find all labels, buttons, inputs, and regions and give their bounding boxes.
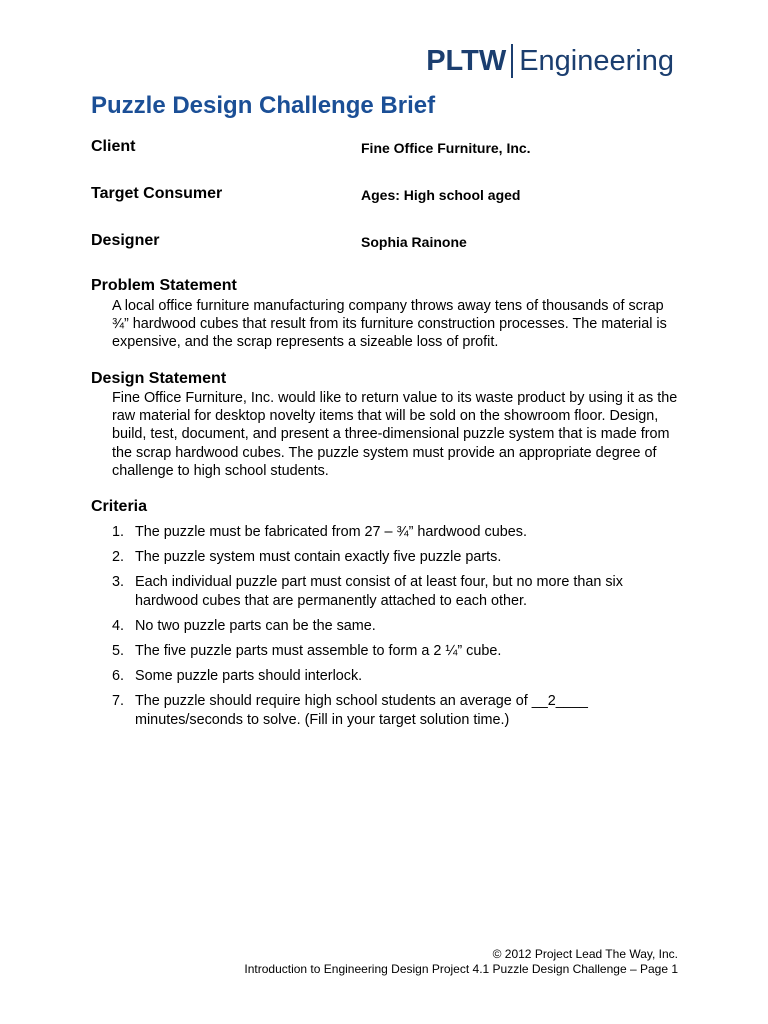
logo-brand: PLTW bbox=[426, 44, 507, 77]
target-consumer-value: Ages: High school aged bbox=[361, 187, 521, 203]
criteria-text: The puzzle system must contain exactly five puzzle parts. bbox=[135, 549, 502, 566]
problem-statement-text: A local office furniture manufacturing company throws away tens of thousands of scrap ¾” hardwood cubes that result from its furniture construction processes. The material is expensive, and the scrap represents a sizeable loss of profit. bbox=[112, 298, 667, 351]
document-title: Puzzle Design Challenge Brief bbox=[91, 92, 436, 119]
criteria-list bbox=[112, 523, 682, 736]
criteria-item bbox=[112, 667, 682, 685]
criteria-item bbox=[112, 692, 682, 728]
logo-divider bbox=[511, 44, 513, 78]
pltw-engineering-logo bbox=[426, 44, 674, 78]
design-statement-heading: Design Statement bbox=[91, 370, 227, 387]
designer-value: Sophia Rainone bbox=[361, 234, 467, 250]
footer-copyright: © 2012 Project Lead The Way, Inc. bbox=[492, 947, 678, 961]
problem-statement-heading: Problem Statement bbox=[91, 277, 237, 294]
criteria-number: 1. bbox=[112, 524, 125, 540]
criteria-number: 7. bbox=[112, 693, 125, 710]
criteria-number: 2. bbox=[112, 549, 125, 566]
criteria-number: 4. bbox=[112, 617, 125, 634]
criteria-text: The puzzle must be fabricated from 27 – ¾” hardwood cubes. bbox=[135, 524, 527, 540]
criteria-item bbox=[112, 642, 682, 660]
target-consumer-label: Target Consumer bbox=[91, 185, 223, 202]
design-statement-text: Fine Office Furniture, Inc. would like to return value to its waste product by using it as the raw material for desktop novelty items that will be sold on the showroom floor. Design, build, test, document, and present a three-dimensional puzzle system that is made from the scrap hardwood cubes. The puzzle system must provide an appropriate degree of challenge to high school students. bbox=[112, 390, 678, 479]
criteria-number: 5. bbox=[112, 643, 125, 660]
criteria-number: 6. bbox=[112, 668, 125, 685]
criteria-text: Some puzzle parts should interlock. bbox=[135, 668, 363, 685]
logo-suffix: Engineering bbox=[519, 44, 674, 77]
criteria-item bbox=[112, 617, 682, 635]
criteria-heading: Criteria bbox=[91, 498, 148, 515]
criteria-text: No two puzzle parts can be the same. bbox=[135, 617, 376, 634]
criteria-item bbox=[112, 573, 682, 609]
client-value: Fine Office Furniture, Inc. bbox=[361, 140, 531, 156]
criteria-number: 3. bbox=[112, 574, 125, 591]
footer bbox=[244, 947, 678, 977]
criteria-item bbox=[112, 548, 682, 566]
designer-label: Designer bbox=[91, 232, 160, 249]
criteria-text: The puzzle should require high school students an average of __2____ minutes/seconds to solve. (Fill in your target solution time.) bbox=[135, 693, 588, 728]
client-label: Client bbox=[91, 138, 136, 155]
criteria-item bbox=[112, 523, 682, 541]
footer-course-page: Introduction to Engineering Design Project 4.1 Puzzle Design Challenge – Page 1 bbox=[244, 962, 678, 976]
criteria-text: Each individual puzzle part must consist of at least four, but no more than six hardwood cubes that are permanently attached to each other. bbox=[135, 574, 623, 609]
criteria-text: The five puzzle parts must assemble to form a 2 ¼” cube. bbox=[135, 643, 502, 660]
